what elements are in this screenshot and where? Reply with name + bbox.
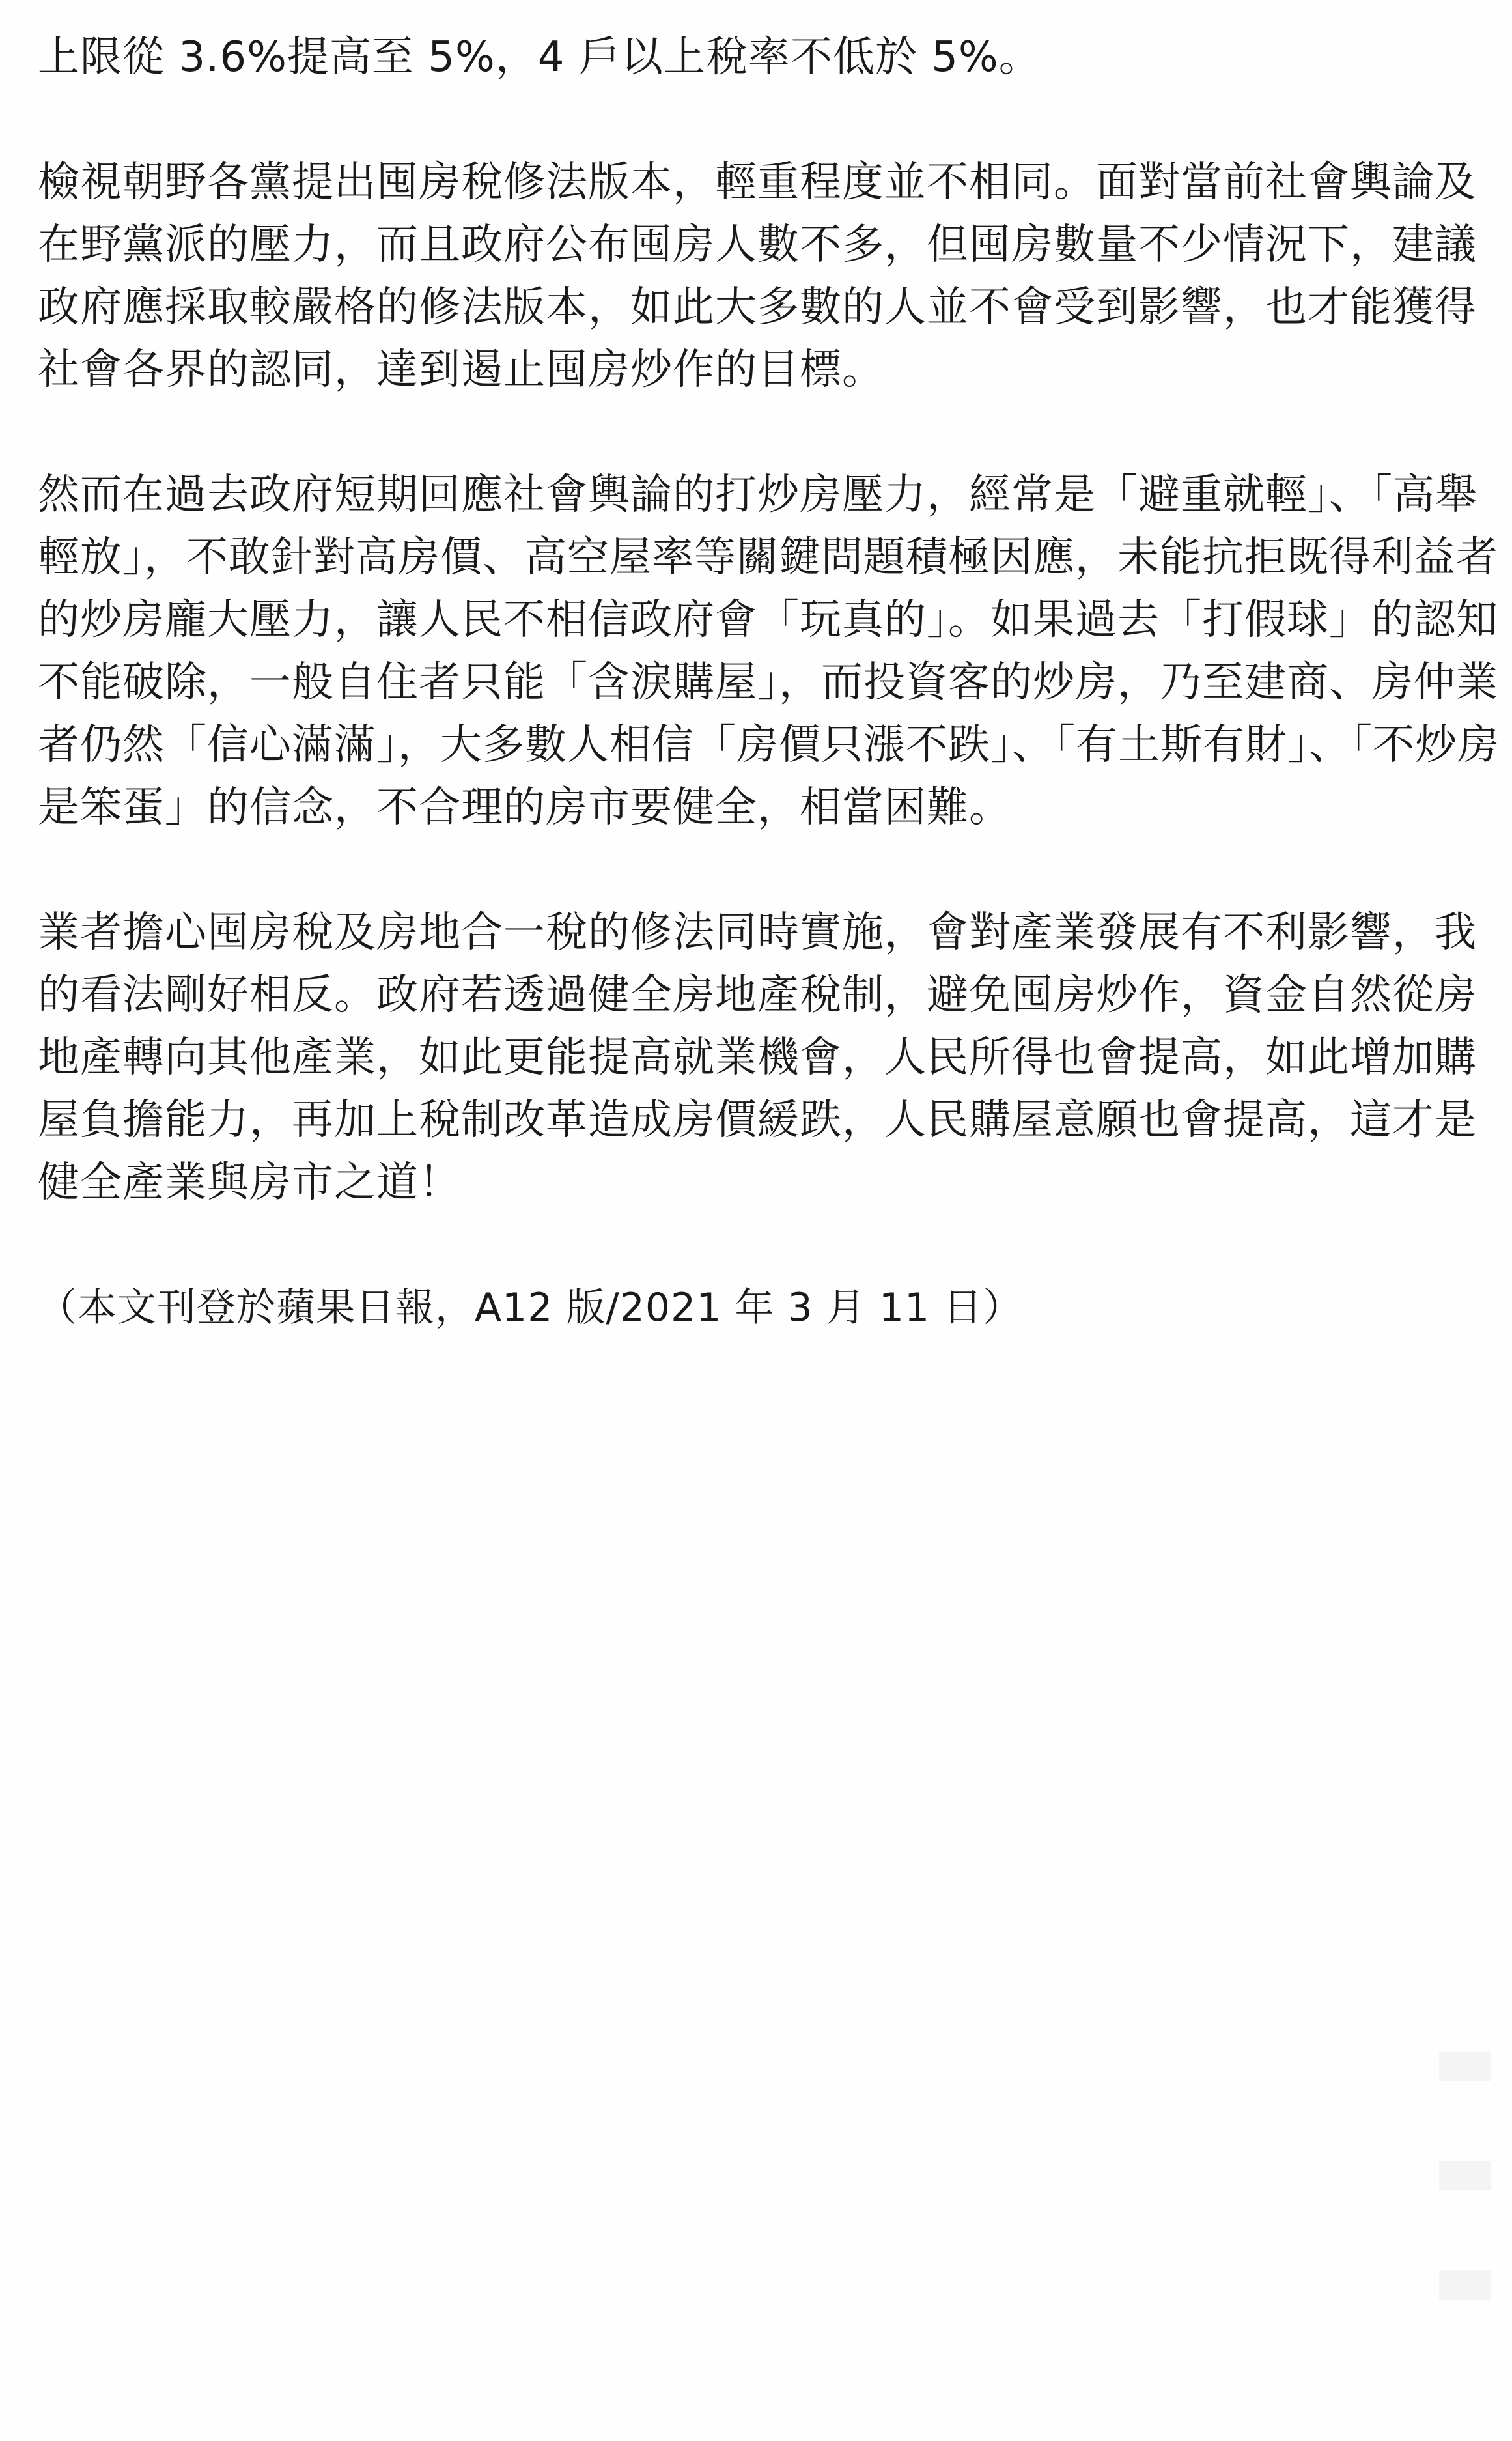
text-line: 業者擔心囤房稅及房地合一稅的修法同時實施，會對產業發展有不利影響，我 [38, 909, 1477, 957]
paragraph-1 [38, 26, 1477, 89]
text-line: 地產轉向其他產業，如此更能提高就業機會，人民所得也會提高，如此增加購 [38, 1034, 1477, 1082]
paragraph-4 [38, 901, 1477, 1214]
text-line: 政府應採取較嚴格的修法版本，如此大多數的人並不會受到影響，也才能獲得 [38, 283, 1477, 332]
paragraph-spacer [38, 1214, 1477, 1277]
paragraph-spacer [38, 89, 1477, 151]
text-line: 上限從 3.6%提高至 5%，4 戶以上稅率不低於 5%。 [38, 33, 1041, 81]
paragraph-3 [38, 464, 1500, 839]
text-line: 的看法剛好相反。政府若透過健全房地產稅制，避免囤房炒作，資金自然從房 [38, 971, 1477, 1019]
scan-bleed-through [1439, 2052, 1491, 2416]
article-body [38, 26, 1500, 1339]
paragraph-spacer [38, 401, 1477, 464]
text-line: 檢視朝野各黨提出囤房稅修法版本，輕重程度並不相同。面對當前社會輿論及 [38, 158, 1477, 206]
text-line: 輕放」，不敢針對高房價、高空屋率等關鍵問題積極因應，未能抗拒既得利益者 [38, 533, 1498, 582]
source-note-text: （本文刊登於蘋果日報，A12 版/2021 年 3 月 11 日） [38, 1285, 1023, 1331]
text-line: 在野黨派的壓力，而且政府公布囤房人數不多，但囤房數量不少情況下，建議 [38, 221, 1477, 269]
text-line: 者仍然「信心滿滿」，大多數人相信「房價只漲不跌」、「有土斯有財」、「不炒房 [38, 721, 1500, 769]
paragraph-spacer [38, 839, 1477, 901]
text-line: 健全產業與房市之道！ [38, 1159, 461, 1207]
text-line: 的炒房龐大壓力，讓人民不相信政府會「玩真的」。如果過去「打假球」的認知 [38, 596, 1498, 644]
source-note [38, 1277, 1477, 1339]
text-line: 然而在過去政府短期回應社會輿論的打炒房壓力，經常是「避重就輕」、「高舉 [38, 471, 1477, 519]
text-line: 不能破除，一般自住者只能「含淚購屋」，而投資客的炒房，乃至建商、房仲業 [38, 658, 1498, 707]
text-line: 是笨蛋」的信念，不合理的房市要健全，相當困難。 [38, 783, 1011, 832]
text-line: 屋負擔能力，再加上稅制改革造成房價緩跌，人民購屋意願也會提高，這才是 [38, 1096, 1477, 1144]
paragraph-2 [38, 151, 1477, 401]
text-line: 社會各界的認同，達到遏止囤房炒作的目標。 [38, 346, 884, 394]
